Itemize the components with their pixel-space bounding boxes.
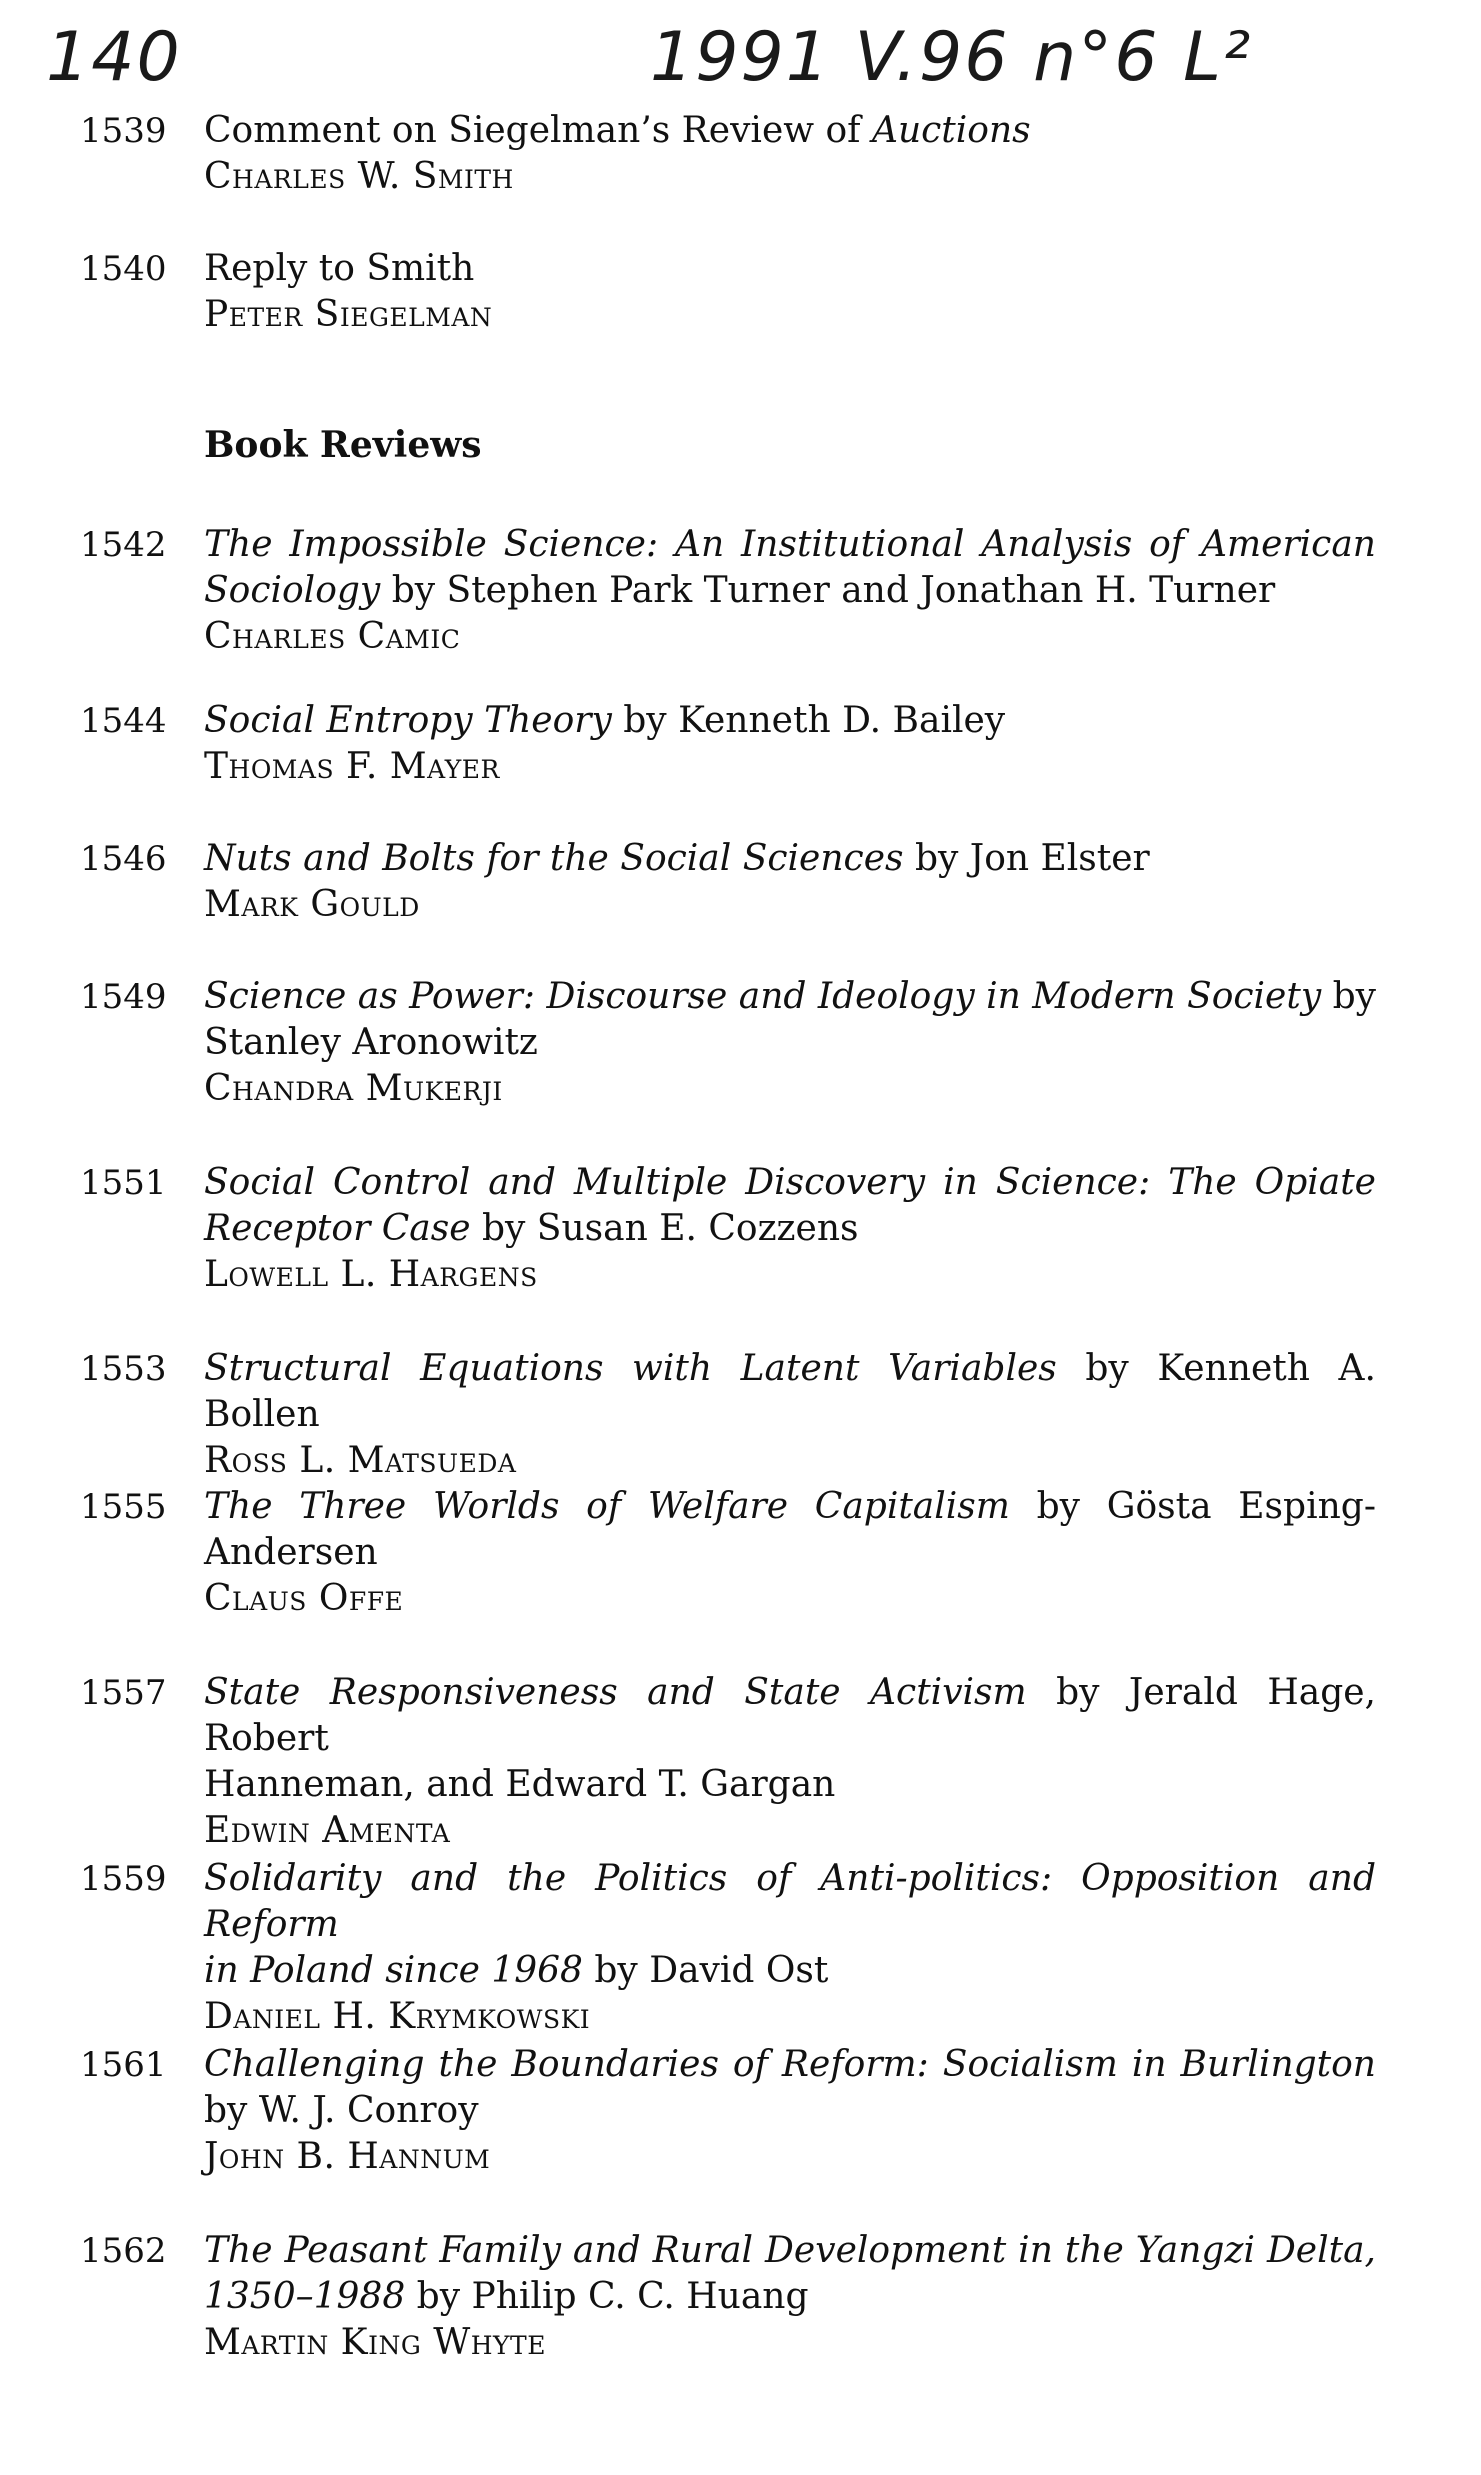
toc-entry-body	[204, 974, 1376, 1112]
toc-title-line	[204, 2228, 1376, 2274]
title-text: by Gösta Esping-	[1009, 1486, 1376, 1527]
reviewer-name: Ross L. Matsueda	[204, 1440, 517, 1481]
toc-entry-body	[204, 1670, 1376, 1854]
title-text: by Jon Elster	[903, 838, 1150, 879]
title-text: by Kenneth D. Bailey	[611, 700, 1006, 741]
toc-page-number: 1562	[80, 2231, 167, 2271]
toc-entry-body	[204, 246, 1376, 338]
toc-title-line	[204, 2042, 1376, 2088]
toc-entry	[0, 1484, 1481, 1624]
toc-page-number: 1542	[80, 525, 167, 565]
book-title-text: Solidarity and the Politics of Anti-politics: Opposition and Reform	[204, 1858, 1376, 1945]
title-text: by Kenneth A. Bollen	[204, 1348, 1376, 1435]
toc-entry	[0, 1346, 1481, 1486]
reviewer-name: Martin King Whyte	[204, 2322, 546, 2363]
toc-title-line	[204, 522, 1376, 568]
book-title-text: in Poland since 1968	[204, 1950, 583, 1991]
book-title-text: Nuts and Bolts for the Social Sciences	[204, 838, 904, 879]
toc-title-line	[204, 698, 1376, 744]
book-title-text: Receptor Case	[204, 1208, 471, 1249]
toc-entry-body	[204, 1856, 1376, 2040]
toc-entry	[0, 2228, 1481, 2368]
toc-entry-body	[204, 522, 1376, 660]
reviewer-name: Charles Camic	[204, 616, 461, 657]
toc-entry	[0, 246, 1481, 386]
reviewer-name: Charles W. Smith	[204, 156, 514, 197]
handwritten-shelf-number: 140	[46, 18, 182, 97]
toc-entry-body	[204, 2228, 1376, 2366]
toc-title-line	[204, 1948, 1376, 1994]
toc-entry-body	[204, 108, 1376, 200]
toc-entry-body	[204, 1346, 1376, 1484]
book-title-text: The Peasant Family and Rural Development in the Yangzi Delta,	[204, 2230, 1376, 2271]
reviewer-name: Thomas F. Mayer	[204, 746, 500, 787]
toc-page-number: 1549	[80, 977, 167, 1017]
toc-title-line	[204, 1530, 1376, 1576]
title-text: by David Ost	[582, 1950, 829, 1991]
toc-page-number: 1557	[80, 1673, 167, 1713]
toc-entry	[0, 1670, 1481, 1851]
book-title-text: Challenging the Boundaries of Reform: Socialism in Burlington	[204, 2044, 1376, 2085]
toc-entry-body	[204, 2042, 1376, 2180]
book-title-text: 1350–1988	[204, 2276, 406, 2317]
toc-title-line	[204, 246, 1376, 292]
toc-title-line	[204, 1670, 1376, 1762]
book-title-text: Social Entropy Theory	[204, 700, 612, 741]
reviewer-name: Mark Gould	[204, 884, 420, 925]
toc-entry-body	[204, 1484, 1376, 1622]
toc-page-number: 1559	[80, 1859, 167, 1899]
toc-title-line	[204, 836, 1376, 882]
toc-entry	[0, 108, 1481, 248]
title-text: Andersen	[204, 1532, 378, 1573]
toc-title-line	[204, 108, 1376, 154]
toc-entry	[0, 1856, 1481, 2037]
toc-title-line	[204, 568, 1376, 614]
toc-page-number: 1561	[80, 2045, 167, 2085]
book-title-text: The Three Worlds of Welfare Capitalism	[204, 1486, 1010, 1527]
title-text: Comment on Siegelman’s Review of	[204, 110, 872, 151]
toc-page-number: 1539	[80, 111, 167, 151]
toc-page-number: 1551	[80, 1163, 167, 1203]
book-title-text: Sociology	[204, 570, 381, 611]
title-text: by W. J. Conroy	[204, 2090, 479, 2131]
toc-title-line	[204, 1206, 1376, 1252]
reviewer-name: Peter Siegelman	[204, 294, 493, 335]
title-text: by Stephen Park Turner and Jonathan H. Turner	[380, 570, 1276, 611]
toc-page-number: 1555	[80, 1487, 167, 1527]
book-title-text: Structural Equations with Latent Variables	[204, 1348, 1057, 1389]
toc-title-line	[204, 2274, 1376, 2320]
toc-page-number: 1546	[80, 839, 167, 879]
reviewer-name: Lowell L. Hargens	[204, 1254, 538, 1295]
toc-title-line	[204, 1020, 1376, 1066]
toc-title-line	[204, 1160, 1376, 1206]
title-text: by	[1321, 976, 1376, 1017]
reviewer-name: Chandra Mukerji	[204, 1068, 503, 1109]
book-title-text: State Responsiveness and State Activism	[204, 1672, 1027, 1713]
title-text: Reply to Smith	[204, 248, 475, 289]
toc-title-line	[204, 1856, 1376, 1948]
toc-entry	[0, 698, 1481, 838]
handwritten-volume-note: 1991 V.96 n°6 L²	[650, 18, 1253, 97]
title-text: by Susan E. Cozzens	[470, 1208, 859, 1249]
book-title-text: Auctions	[871, 110, 1031, 151]
toc-entry-body	[204, 1160, 1376, 1298]
reviewer-name: John B. Hannum	[204, 2136, 491, 2177]
toc-entry	[0, 974, 1481, 1114]
reviewer-name: Claus Offe	[204, 1578, 404, 1619]
toc-page-number: 1553	[80, 1349, 167, 1389]
title-text: Hanneman, and Edward T. Gargan	[204, 1764, 836, 1805]
title-text: by Philip C. C. Huang	[405, 2276, 809, 2317]
toc-title-line	[204, 1762, 1376, 1808]
title-text: Stanley Aronowitz	[204, 1022, 538, 1063]
reviewer-name: Daniel H. Krymkowski	[204, 1996, 591, 2037]
toc-entry	[0, 522, 1481, 662]
toc-title-line	[204, 2088, 1376, 2134]
toc-title-line	[204, 974, 1376, 1020]
book-title-text: The Impossible Science: An Institutional Analysis of American	[204, 524, 1376, 565]
toc-entry	[0, 2042, 1481, 2182]
title-text: by Jerald Hage, Robert	[204, 1672, 1376, 1759]
toc-title-line	[204, 1346, 1376, 1438]
toc-entry	[0, 836, 1481, 976]
toc-page-number: 1540	[80, 249, 167, 289]
reviewer-name: Edwin Amenta	[204, 1810, 451, 1851]
book-title-text: Social Control and Multiple Discovery in Science: The Opiate	[204, 1162, 1376, 1203]
toc-entry	[0, 1160, 1481, 1300]
toc-entry-body	[204, 836, 1376, 928]
toc-entry-body	[204, 698, 1376, 790]
book-title-text: Science as Power: Discourse and Ideology in Modern Society	[204, 976, 1322, 1017]
section-heading-book-reviews: Book Reviews	[204, 424, 482, 466]
toc-title-line	[204, 1484, 1376, 1530]
toc-page-number: 1544	[80, 701, 167, 741]
